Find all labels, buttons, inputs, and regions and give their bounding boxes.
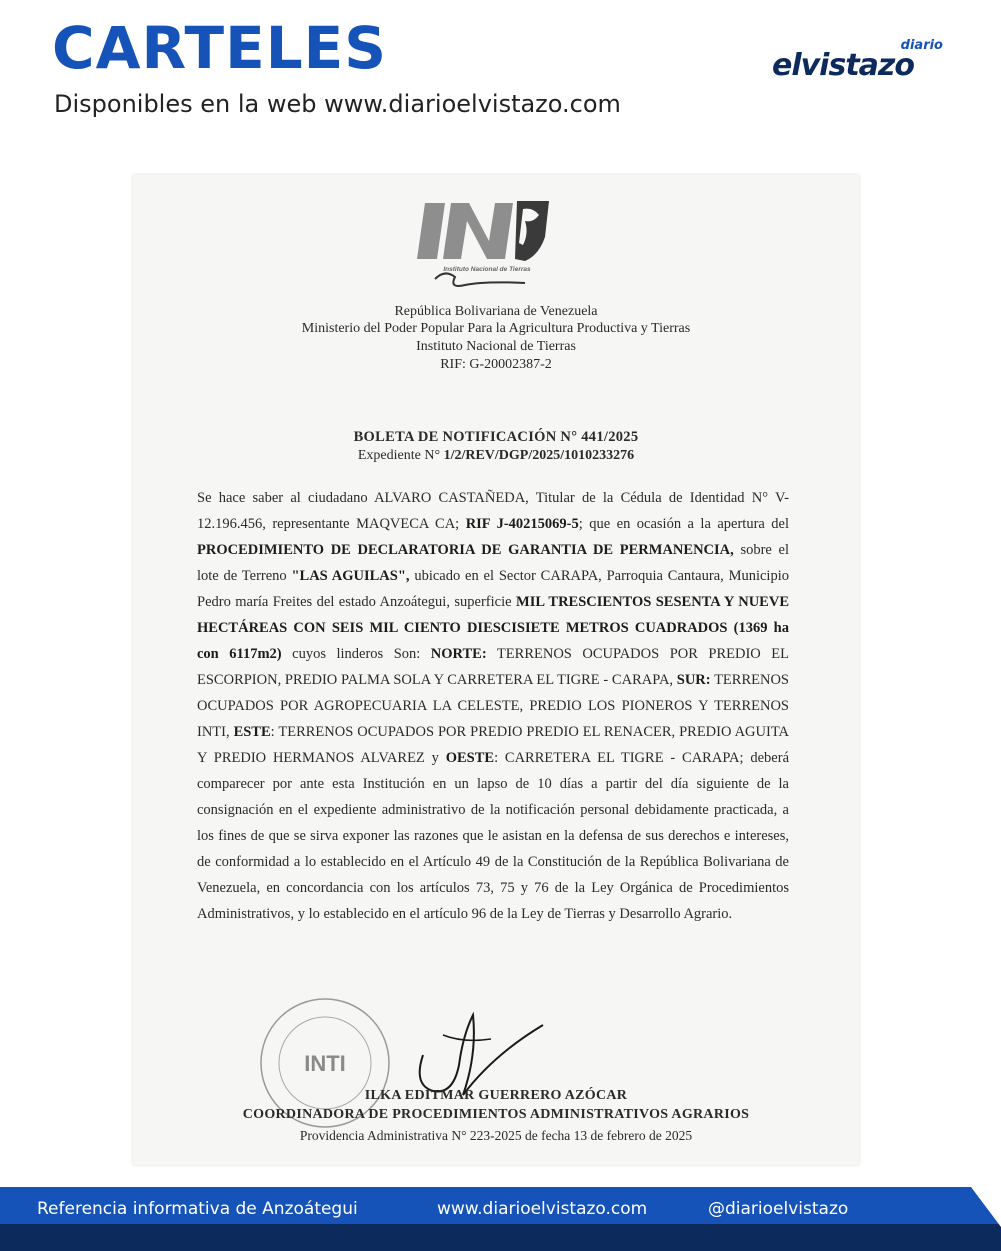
expediente-number: 1/2/REV/DGP/2025/1010233276 (443, 448, 635, 463)
body-intro: Se hace saber al ciudadano ALVARO CASTAÑEDA, Titular de la Cédula de Identidad N° V-12.196.456, representante MAQVECA CA; (197, 490, 789, 532)
footer-social-handle[interactable]: @diarioelvistazo (708, 1199, 849, 1219)
expediente-label: Expediente N° (357, 448, 444, 463)
body-lote-intro: sobre el lote de Terreno (197, 542, 789, 584)
footer-region: Referencia informativa de Anzoátegui (37, 1199, 358, 1219)
footer-website-link[interactable]: www.diarioelvistazo.com (437, 1199, 648, 1219)
boleta-title: BOLETA DE NOTIFICACIÓN N° 441/2025 (353, 429, 639, 445)
norte-label: NORTE: (430, 646, 487, 662)
signer-role: COORDINADORA DE PROCEDIMIENTOS ADMINISTRATIVOS AGRARIOS (242, 1107, 750, 1122)
stamp-text: INTI (304, 1051, 346, 1076)
body-superficie: MIL TRESCIENTOS SESENTA Y NUEVE HECTÁREAS CON SEIS MIL CIENTO DIESCISIETE METROS CUADRADOS (1369 ha con 6117m2) (197, 594, 789, 662)
inti-logo-icon (415, 197, 565, 303)
brand-main-text: elvistazo (772, 48, 914, 83)
page-subtitle: Disponibles en la web www.diarioelvistazo.com (54, 90, 621, 118)
heading-republica: República Bolivariana de Venezuela (394, 304, 598, 319)
heading-instituto: Instituto Nacional de Tierras (416, 339, 576, 354)
body-ubicacion: ubicado en el Sector CARAPA, Parroquia Cantaura, Municipio Pedro maría Freites del estado Anzoátegui, superficie (197, 568, 789, 610)
sur-text: TERRENOS OCUPADOS POR AGROPECUARIA LA CELESTE, PREDIO LOS PIONEROS Y TERRENOS INTI, (197, 672, 789, 740)
footer-bottom-bar (0, 1224, 1001, 1251)
oeste-text: : CARRETERA EL TIGRE - CARAPA; deberá comparecer por ante esta Institución en un lapso de 10 días a partir del día siguiente de la consignación en el expediente administrativo de la notificación personal debidamente practicada, a los fines de que se sirva exponer las razones que le asistan en la defensa de sus derechos e intereses, de conformidad a lo establecido en el Artículo 49 de la Constitución de la República Bolivariana de Venezuela, en concordancia con los artículos 73, 75 y 76 de la Ley Orgánica de Procedimientos Administrativos, y lo establecido en el artículo 96 de la Ley de Tierras y Desarrollo Agrario. (197, 750, 790, 922)
brand-logo (772, 38, 947, 86)
expediente-line (133, 448, 859, 464)
footer-corner (971, 1187, 1001, 1227)
body-linderos: cuyos linderos Son: (281, 646, 431, 662)
notification-document (133, 175, 859, 1165)
body-rif: RIF J-40215069-5 (465, 516, 579, 532)
logo-caption: Instituto Nacional de Tierras (443, 266, 531, 273)
oeste-label: OESTE (445, 750, 495, 766)
body-lote-name: "LAS AGUILAS", (291, 568, 410, 584)
notification-body (197, 485, 789, 927)
heading-ministerio: Ministerio del Poder Popular Para la Agricultura Productiva y Tierras (301, 321, 691, 336)
sur-label: SUR: (676, 672, 711, 688)
signer-name: ILKA EDITMAR GUERRERO AZÓCAR (364, 1088, 628, 1103)
body-apertura: ; que en ocasión a la apertura del (578, 516, 790, 532)
heading-rif: RIF: G-20002387-2 (440, 357, 552, 372)
body-procedimiento: PROCEDIMIENTO DE DECLARATORIA DE GARANTIA DE PERMANENCIA, (197, 542, 734, 558)
page-title: CARTELES (52, 14, 388, 82)
providencia-line: Providencia Administrativa N° 223-2025 de fecha 13 de febrero de 2025 (299, 1128, 693, 1143)
brand-small-text: diario (900, 38, 943, 53)
este-label: ESTE (233, 724, 271, 740)
norte-text: TERRENOS OCUPADOS POR PREDIO EL ESCORPION, PREDIO PALMA SOLA Y CARRETERA EL TIGRE - CARAPA, (197, 646, 789, 688)
este-text: : TERRENOS OCUPADOS POR PREDIO PREDIO EL RENACER, PREDIO AGUITA Y PREDIO HERMANOS ALVAREZ y (197, 724, 789, 766)
